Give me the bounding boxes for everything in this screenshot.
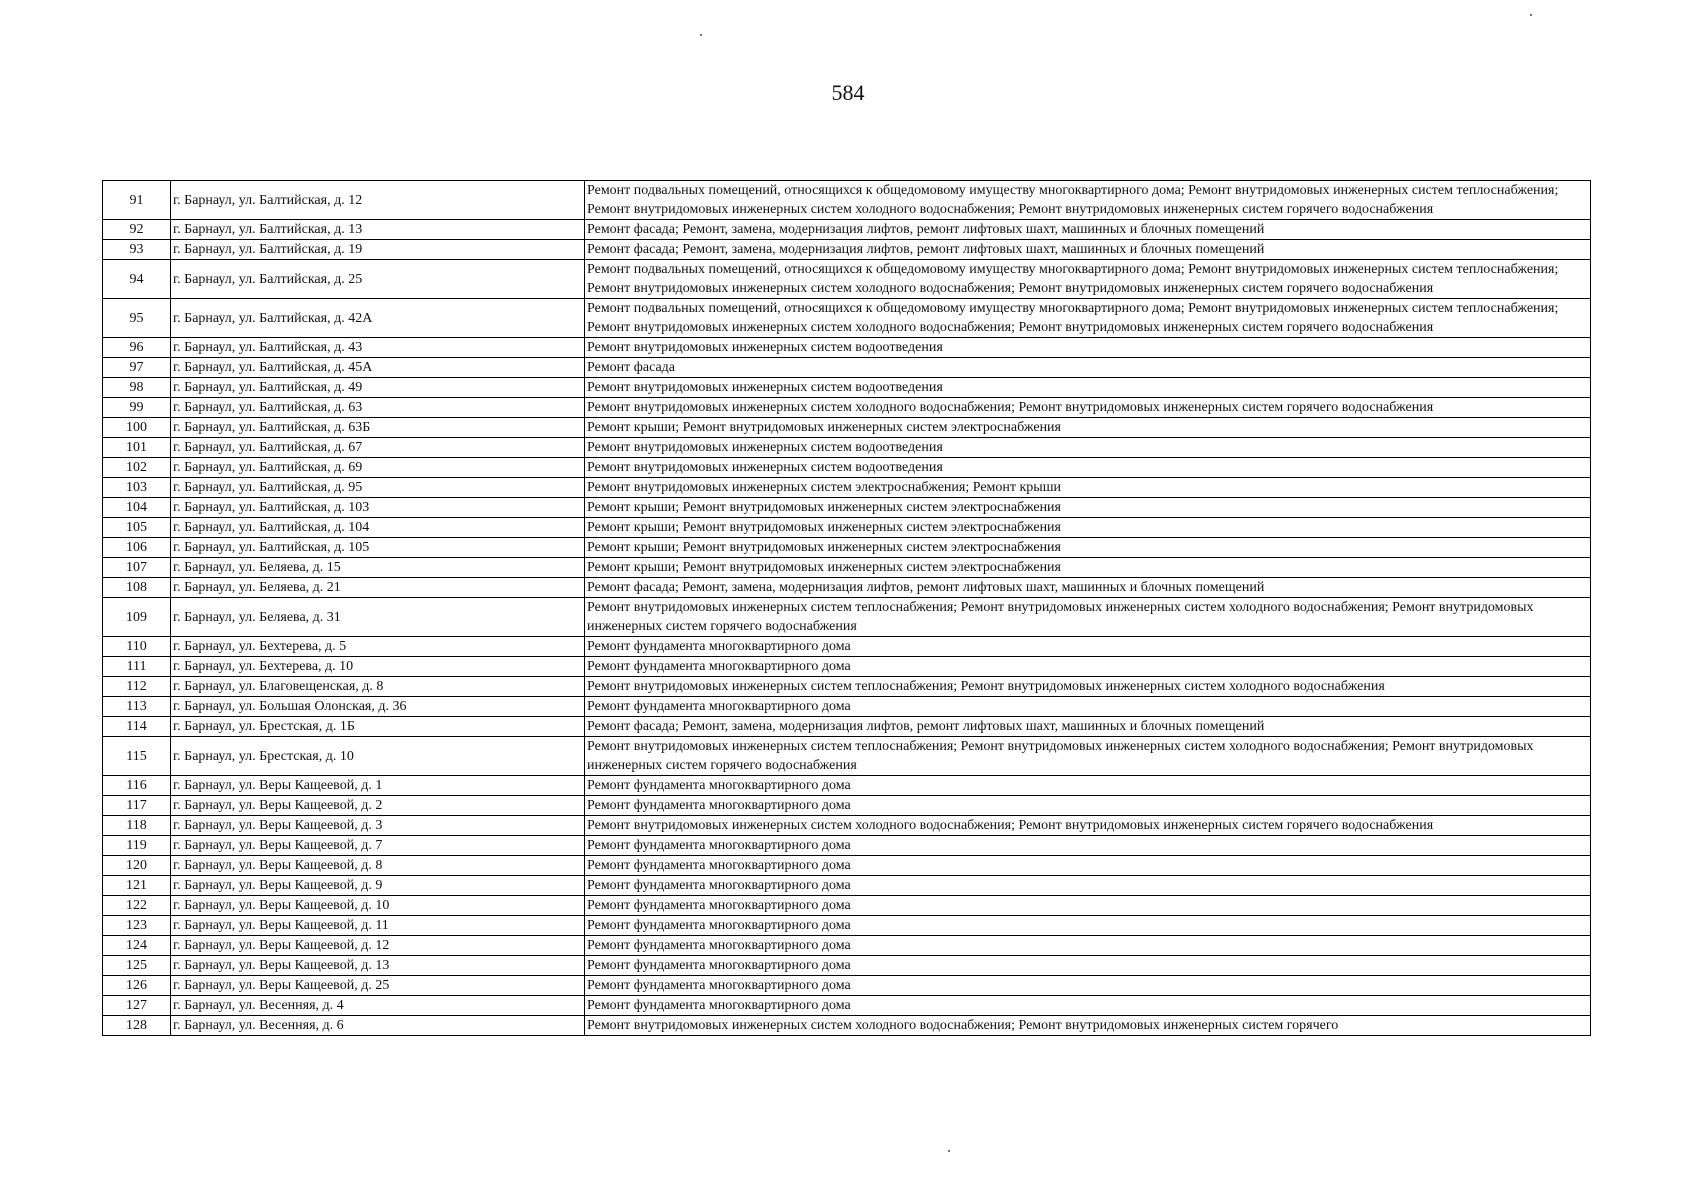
works-cell: Ремонт фасада; Ремонт, замена, модернизация лифтов, ремонт лифтовых шахт, машинных и блочных помещений — [585, 578, 1591, 598]
works-cell: Ремонт внутридомовых инженерных систем холодного водоснабжения; Ремонт внутридомовых инженерных систем горячего — [585, 1016, 1591, 1036]
works-cell: Ремонт внутридомовых инженерных систем водоотведения — [585, 438, 1591, 458]
address-cell: г. Барнаул, ул. Весенняя, д. 6 — [171, 1016, 585, 1036]
address-cell: г. Барнаул, ул. Балтийская, д. 69 — [171, 458, 585, 478]
address-cell: г. Барнаул, ул. Веры Кащеевой, д. 1 — [171, 776, 585, 796]
works-cell: Ремонт внутридомовых инженерных систем теплоснабжения; Ремонт внутридомовых инженерных систем холодного водоснабжения; Ремонт внутридомовых инженерных систем горячего водоснабжения — [585, 598, 1591, 637]
table-row — [103, 358, 1591, 378]
table-row — [103, 996, 1591, 1016]
works-cell: Ремонт фундамента многоквартирного дома — [585, 657, 1591, 677]
row-number-cell: 98 — [103, 378, 171, 398]
table-row — [103, 220, 1591, 240]
works-cell: Ремонт крыши; Ремонт внутридомовых инженерных систем электроснабжения — [585, 498, 1591, 518]
row-number-cell: 122 — [103, 896, 171, 916]
table-row — [103, 338, 1591, 358]
works-cell: Ремонт крыши; Ремонт внутридомовых инженерных систем электроснабжения — [585, 418, 1591, 438]
works-cell: Ремонт фундамента многоквартирного дома — [585, 876, 1591, 896]
address-cell: г. Барнаул, ул. Веры Кащеевой, д. 13 — [171, 956, 585, 976]
table-row — [103, 1016, 1591, 1036]
table-row — [103, 518, 1591, 538]
row-number-cell: 127 — [103, 996, 171, 1016]
table-row — [103, 181, 1591, 220]
works-cell: Ремонт внутридомовых инженерных систем водоотведения — [585, 338, 1591, 358]
works-cell: Ремонт внутридомовых инженерных систем теплоснабжения; Ремонт внутридомовых инженерных систем холодного водоснабжения; Ремонт внутридомовых инженерных систем горячего водоснабжения — [585, 737, 1591, 776]
row-number-cell: 93 — [103, 240, 171, 260]
address-cell: г. Барнаул, ул. Балтийская, д. 45А — [171, 358, 585, 378]
row-number-cell: 103 — [103, 478, 171, 498]
address-cell: г. Барнаул, ул. Балтийская, д. 95 — [171, 478, 585, 498]
works-cell: Ремонт фундамента многоквартирного дома — [585, 637, 1591, 657]
address-cell: г. Барнаул, ул. Балтийская, д. 103 — [171, 498, 585, 518]
row-number-cell: 112 — [103, 677, 171, 697]
row-number-cell: 108 — [103, 578, 171, 598]
row-number-cell: 128 — [103, 1016, 171, 1036]
address-cell: г. Барнаул, ул. Веры Кащеевой, д. 7 — [171, 836, 585, 856]
works-cell: Ремонт фундамента многоквартирного дома — [585, 976, 1591, 996]
address-cell: г. Барнаул, ул. Балтийская, д. 25 — [171, 260, 585, 299]
works-cell: Ремонт фундамента многоквартирного дома — [585, 916, 1591, 936]
row-number-cell: 114 — [103, 717, 171, 737]
works-cell: Ремонт фасада — [585, 358, 1591, 378]
row-number-cell: 121 — [103, 876, 171, 896]
row-number-cell: 113 — [103, 697, 171, 717]
table-row — [103, 916, 1591, 936]
row-number-cell: 107 — [103, 558, 171, 578]
registry-table-body — [103, 181, 1591, 1036]
address-cell: г. Барнаул, ул. Бехтерева, д. 5 — [171, 637, 585, 657]
works-cell: Ремонт фундамента многоквартирного дома — [585, 697, 1591, 717]
table-row — [103, 598, 1591, 637]
row-number-cell: 110 — [103, 637, 171, 657]
works-cell: Ремонт внутридомовых инженерных систем электроснабжения; Ремонт крыши — [585, 478, 1591, 498]
row-number-cell: 99 — [103, 398, 171, 418]
row-number-cell: 125 — [103, 956, 171, 976]
works-cell: Ремонт крыши; Ремонт внутридомовых инженерных систем электроснабжения — [585, 558, 1591, 578]
page-number: 584 — [831, 80, 865, 105]
works-cell: Ремонт фундамента многоквартирного дома — [585, 956, 1591, 976]
row-number-cell: 102 — [103, 458, 171, 478]
row-number-cell: 120 — [103, 856, 171, 876]
address-cell: г. Барнаул, ул. Балтийская, д. 42А — [171, 299, 585, 338]
row-number-cell: 95 — [103, 299, 171, 338]
works-cell: Ремонт внутридомовых инженерных систем теплоснабжения; Ремонт внутридомовых инженерных систем холодного водоснабжения — [585, 677, 1591, 697]
address-cell: г. Барнаул, ул. Веры Кащеевой, д. 25 — [171, 976, 585, 996]
table-row — [103, 796, 1591, 816]
row-number-cell: 92 — [103, 220, 171, 240]
table-row — [103, 240, 1591, 260]
address-cell: г. Барнаул, ул. Балтийская, д. 105 — [171, 538, 585, 558]
row-number-cell: 94 — [103, 260, 171, 299]
row-number-cell: 126 — [103, 976, 171, 996]
works-cell: Ремонт внутридомовых инженерных систем водоотведения — [585, 378, 1591, 398]
address-cell: г. Барнаул, ул. Балтийская, д. 13 — [171, 220, 585, 240]
table-row — [103, 836, 1591, 856]
table-row — [103, 438, 1591, 458]
table-row — [103, 677, 1591, 697]
table-row — [103, 637, 1591, 657]
row-number-cell: 96 — [103, 338, 171, 358]
works-cell: Ремонт фундамента многоквартирного дома — [585, 836, 1591, 856]
row-number-cell: 105 — [103, 518, 171, 538]
table-row — [103, 896, 1591, 916]
address-cell: г. Барнаул, ул. Веры Кащеевой, д. 10 — [171, 896, 585, 916]
address-cell: г. Барнаул, ул. Веры Кащеевой, д. 2 — [171, 796, 585, 816]
address-cell: г. Барнаул, ул. Благовещенская, д. 8 — [171, 677, 585, 697]
address-cell: г. Барнаул, ул. Балтийская, д. 67 — [171, 438, 585, 458]
row-number-cell: 116 — [103, 776, 171, 796]
row-number-cell: 100 — [103, 418, 171, 438]
works-cell: Ремонт крыши; Ремонт внутридомовых инженерных систем электроснабжения — [585, 538, 1591, 558]
table-row — [103, 498, 1591, 518]
registry-table — [102, 180, 1591, 1036]
address-cell: г. Барнаул, ул. Большая Олонская, д. 36 — [171, 697, 585, 717]
table-row — [103, 776, 1591, 796]
row-number-cell: 111 — [103, 657, 171, 677]
address-cell: г. Барнаул, ул. Балтийская, д. 19 — [171, 240, 585, 260]
works-cell: Ремонт фундамента многоквартирного дома — [585, 856, 1591, 876]
row-number-cell: 106 — [103, 538, 171, 558]
row-number-cell: 123 — [103, 916, 171, 936]
address-cell: г. Барнаул, ул. Брестская, д. 1Б — [171, 717, 585, 737]
works-cell: Ремонт внутридомовых инженерных систем холодного водоснабжения; Ремонт внутридомовых инженерных систем горячего водоснабжения — [585, 816, 1591, 836]
row-number-cell: 124 — [103, 936, 171, 956]
table-row — [103, 458, 1591, 478]
table-row — [103, 936, 1591, 956]
works-cell: Ремонт крыши; Ремонт внутридомовых инженерных систем электроснабжения — [585, 518, 1591, 538]
address-cell: г. Барнаул, ул. Брестская, д. 10 — [171, 737, 585, 776]
works-cell: Ремонт внутридомовых инженерных систем холодного водоснабжения; Ремонт внутридомовых инженерных систем горячего водоснабжения — [585, 398, 1591, 418]
works-cell: Ремонт подвальных помещений, относящихся к общедомовому имуществу многоквартирного дома; Ремонт внутридомовых инженерных систем теплоснабжения; Ремонт внутридомовых инженерных систем холодного водоснабжения; Ремонт внутридомовых инженерных систем горячего водоснабжения — [585, 260, 1591, 299]
works-cell: Ремонт фасада; Ремонт, замена, модернизация лифтов, ремонт лифтовых шахт, машинных и блочных помещений — [585, 220, 1591, 240]
row-number-cell: 101 — [103, 438, 171, 458]
works-cell: Ремонт фасада; Ремонт, замена, модернизация лифтов, ремонт лифтовых шахт, машинных и блочных помещений — [585, 240, 1591, 260]
scan-speck — [700, 34, 702, 36]
address-cell: г. Барнаул, ул. Балтийская, д. 63 — [171, 398, 585, 418]
table-row — [103, 378, 1591, 398]
address-cell: г. Барнаул, ул. Беляева, д. 31 — [171, 598, 585, 637]
address-cell: г. Барнаул, ул. Балтийская, д. 43 — [171, 338, 585, 358]
table-row — [103, 717, 1591, 737]
works-cell: Ремонт подвальных помещений, относящихся к общедомовому имуществу многоквартирного дома; Ремонт внутридомовых инженерных систем теплоснабжения; Ремонт внутридомовых инженерных систем холодного водоснабжения; Ремонт внутридомовых инженерных систем горячего водоснабжения — [585, 299, 1591, 338]
address-cell: г. Барнаул, ул. Веры Кащеевой, д. 3 — [171, 816, 585, 836]
table-row — [103, 976, 1591, 996]
row-number-cell: 97 — [103, 358, 171, 378]
address-cell: г. Барнаул, ул. Весенняя, д. 4 — [171, 996, 585, 1016]
row-number-cell: 117 — [103, 796, 171, 816]
table-row — [103, 578, 1591, 598]
works-cell: Ремонт фундамента многоквартирного дома — [585, 776, 1591, 796]
table-row — [103, 856, 1591, 876]
works-cell: Ремонт фундамента многоквартирного дома — [585, 936, 1591, 956]
address-cell: г. Барнаул, ул. Веры Кащеевой, д. 9 — [171, 876, 585, 896]
works-cell: Ремонт внутридомовых инженерных систем водоотведения — [585, 458, 1591, 478]
works-cell: Ремонт фундамента многоквартирного дома — [585, 796, 1591, 816]
row-number-cell: 118 — [103, 816, 171, 836]
works-cell: Ремонт подвальных помещений, относящихся к общедомовому имуществу многоквартирного дома; Ремонт внутридомовых инженерных систем теплоснабжения; Ремонт внутридомовых инженерных систем холодного водоснабжения; Ремонт внутридомовых инженерных систем горячего водоснабжения — [585, 181, 1591, 220]
table-row — [103, 478, 1591, 498]
row-number-cell: 115 — [103, 737, 171, 776]
address-cell: г. Барнаул, ул. Веры Кащеевой, д. 11 — [171, 916, 585, 936]
works-cell: Ремонт фундамента многоквартирного дома — [585, 896, 1591, 916]
scan-speck — [1530, 14, 1532, 16]
row-number-cell: 104 — [103, 498, 171, 518]
address-cell: г. Барнаул, ул. Беляева, д. 21 — [171, 578, 585, 598]
row-number-cell: 119 — [103, 836, 171, 856]
row-number-cell: 91 — [103, 181, 171, 220]
address-cell: г. Барнаул, ул. Веры Кащеевой, д. 8 — [171, 856, 585, 876]
table-row — [103, 398, 1591, 418]
row-number-cell: 109 — [103, 598, 171, 637]
table-row — [103, 876, 1591, 896]
works-cell: Ремонт фасада; Ремонт, замена, модернизация лифтов, ремонт лифтовых шахт, машинных и блочных помещений — [585, 717, 1591, 737]
address-cell: г. Барнаул, ул. Веры Кащеевой, д. 12 — [171, 936, 585, 956]
table-row — [103, 697, 1591, 717]
address-cell: г. Барнаул, ул. Балтийская, д. 104 — [171, 518, 585, 538]
table-row — [103, 816, 1591, 836]
table-row — [103, 657, 1591, 677]
table-row — [103, 299, 1591, 338]
address-cell: г. Барнаул, ул. Балтийская, д. 49 — [171, 378, 585, 398]
address-cell: г. Барнаул, ул. Бехтерева, д. 10 — [171, 657, 585, 677]
table-row — [103, 538, 1591, 558]
works-cell: Ремонт фундамента многоквартирного дома — [585, 996, 1591, 1016]
table-row — [103, 418, 1591, 438]
table-row — [103, 260, 1591, 299]
address-cell: г. Барнаул, ул. Беляева, д. 15 — [171, 558, 585, 578]
table-row — [103, 956, 1591, 976]
address-cell: г. Барнаул, ул. Балтийская, д. 12 — [171, 181, 585, 220]
address-cell: г. Барнаул, ул. Балтийская, д. 63Б — [171, 418, 585, 438]
scan-speck — [948, 1150, 950, 1152]
table-row — [103, 737, 1591, 776]
table-row — [103, 558, 1591, 578]
